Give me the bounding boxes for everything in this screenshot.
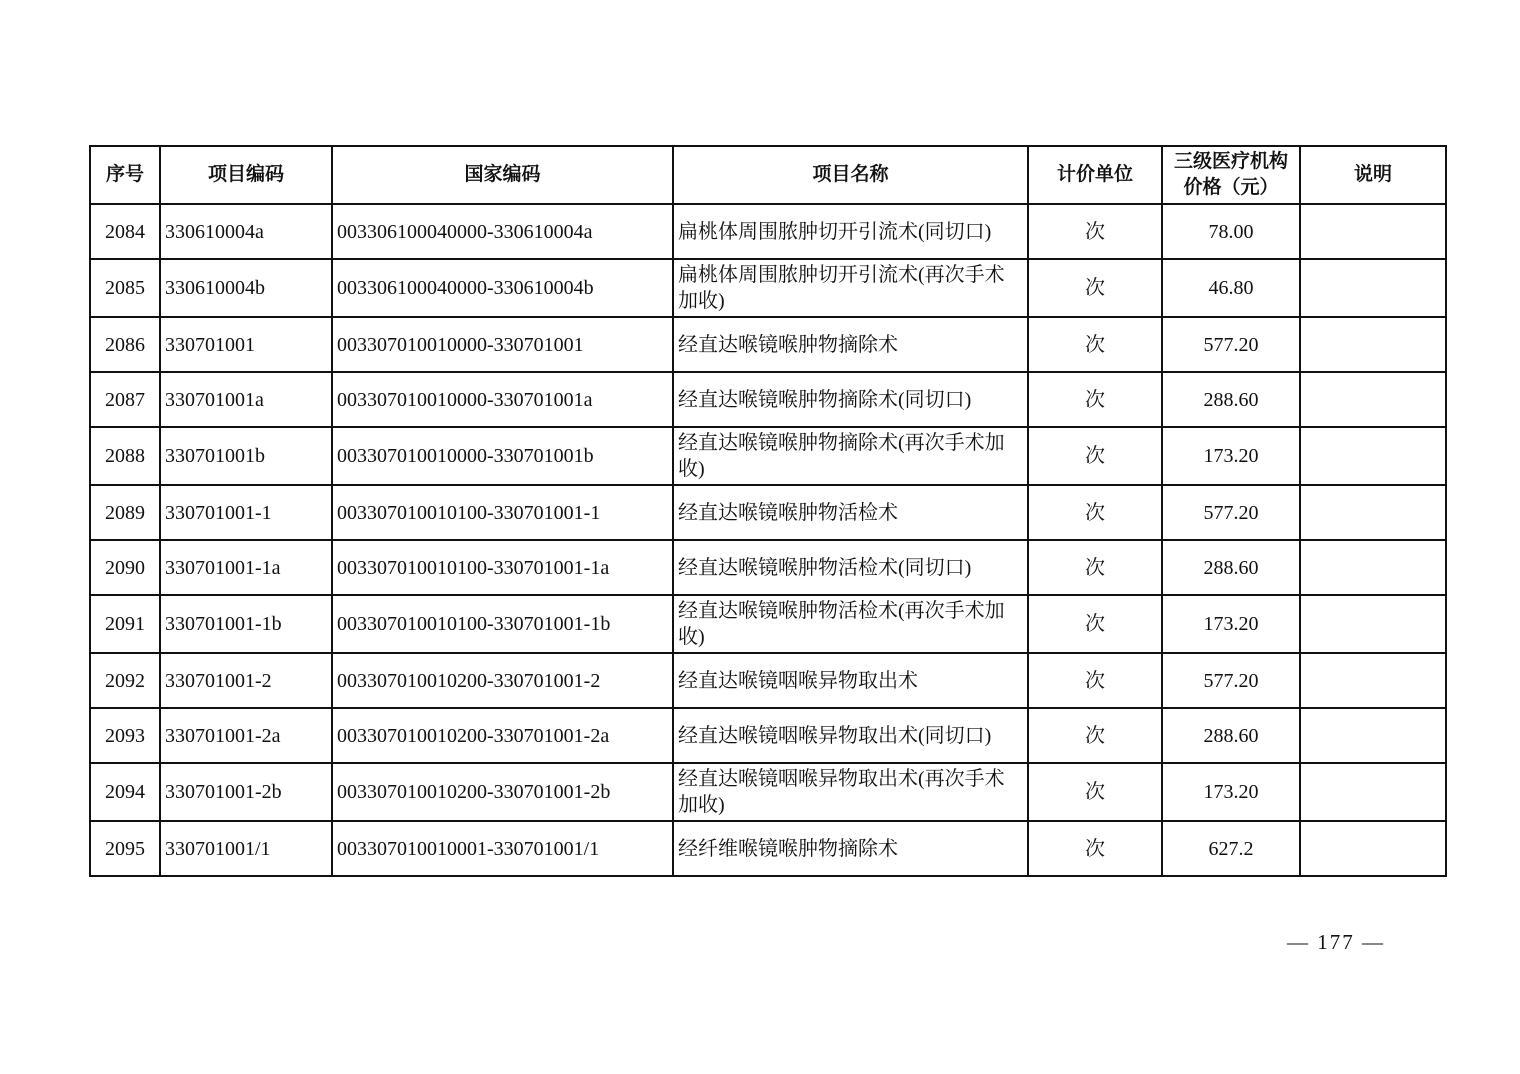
table-cell-price: 173.20 (1162, 427, 1300, 485)
table-cell-unit: 次 (1028, 540, 1162, 595)
table-cell-natcode: 003307010010100-330701001-1a (332, 540, 673, 595)
table-cell-natcode: 003306100040000-330610004a (332, 204, 673, 259)
table-cell-unit: 次 (1028, 821, 1162, 876)
table-cell-code: 330610004b (160, 259, 332, 317)
table-cell-seq: 2094 (90, 763, 160, 821)
table-cell-note (1300, 204, 1446, 259)
table-cell-unit: 次 (1028, 427, 1162, 485)
table-row (90, 259, 1446, 317)
table-cell-natcode: 003307010010200-330701001-2 (332, 653, 673, 708)
table-cell-unit: 次 (1028, 259, 1162, 317)
table-cell-code: 330701001b (160, 427, 332, 485)
table-cell-code: 330701001/1 (160, 821, 332, 876)
table-cell-seq: 2093 (90, 708, 160, 763)
page-number: — 177 — (1287, 930, 1385, 954)
table-cell-price: 288.60 (1162, 372, 1300, 427)
table-cell-name: 经直达喉镜喉肿物摘除术 (673, 317, 1028, 372)
table-cell-price: 577.20 (1162, 317, 1300, 372)
table-cell-price: 288.60 (1162, 708, 1300, 763)
table-row (90, 317, 1446, 372)
table-cell-unit: 次 (1028, 763, 1162, 821)
table-cell-name: 经直达喉镜喉肿物摘除术(再次手术加收) (673, 427, 1028, 485)
table-row (90, 595, 1446, 653)
table-row (90, 485, 1446, 540)
table-cell-unit: 次 (1028, 595, 1162, 653)
table-cell-name: 经直达喉镜咽喉异物取出术 (673, 653, 1028, 708)
table-cell-natcode: 003307010010100-330701001-1 (332, 485, 673, 540)
table-cell-name: 经纤维喉镜喉肿物摘除术 (673, 821, 1028, 876)
table-cell-code: 330701001 (160, 317, 332, 372)
table-cell-natcode: 003307010010000-330701001b (332, 427, 673, 485)
table-cell-note (1300, 708, 1446, 763)
table-cell-seq: 2087 (90, 372, 160, 427)
table-cell-code: 330701001-1b (160, 595, 332, 653)
table-cell-name: 经直达喉镜咽喉异物取出术(再次手术加收) (673, 763, 1028, 821)
table-cell-unit: 次 (1028, 708, 1162, 763)
table-cell-code: 330701001a (160, 372, 332, 427)
header-cell-seq: 序号 (90, 146, 160, 204)
table-row (90, 540, 1446, 595)
table-cell-seq: 2091 (90, 595, 160, 653)
table-row (90, 821, 1446, 876)
table-cell-note (1300, 653, 1446, 708)
table-cell-price: 577.20 (1162, 485, 1300, 540)
table-cell-name: 经直达喉镜咽喉异物取出术(同切口) (673, 708, 1028, 763)
table-cell-unit: 次 (1028, 204, 1162, 259)
table-cell-note (1300, 763, 1446, 821)
header-cell-unit: 计价单位 (1028, 146, 1162, 204)
table-cell-code: 330701001-2 (160, 653, 332, 708)
table-cell-price: 173.20 (1162, 763, 1300, 821)
table-row (90, 427, 1446, 485)
table-cell-code: 330610004a (160, 204, 332, 259)
table-cell-note (1300, 540, 1446, 595)
header-cell-natcode: 国家编码 (332, 146, 673, 204)
table-cell-code: 330701001-2a (160, 708, 332, 763)
table-cell-natcode: 003306100040000-330610004b (332, 259, 673, 317)
table-header-row (90, 146, 1446, 204)
table-cell-price: 627.2 (1162, 821, 1300, 876)
table-cell-unit: 次 (1028, 317, 1162, 372)
table-cell-seq: 2088 (90, 427, 160, 485)
table-cell-natcode: 003307010010001-330701001/1 (332, 821, 673, 876)
table-row (90, 653, 1446, 708)
table-cell-note (1300, 485, 1446, 540)
medical-price-table (89, 145, 1447, 877)
table-row (90, 204, 1446, 259)
table-cell-natcode: 003307010010100-330701001-1b (332, 595, 673, 653)
table-cell-seq: 2089 (90, 485, 160, 540)
table-cell-name: 经直达喉镜喉肿物活检术(同切口) (673, 540, 1028, 595)
header-cell-name: 项目名称 (673, 146, 1028, 204)
table-cell-code: 330701001-2b (160, 763, 332, 821)
table-row (90, 372, 1446, 427)
table-cell-price: 577.20 (1162, 653, 1300, 708)
table-cell-seq: 2084 (90, 204, 160, 259)
table-cell-code: 330701001-1 (160, 485, 332, 540)
table-cell-note (1300, 317, 1446, 372)
table-cell-natcode: 003307010010000-330701001 (332, 317, 673, 372)
table-cell-name: 经直达喉镜喉肿物活检术(再次手术加收) (673, 595, 1028, 653)
table-cell-seq: 2085 (90, 259, 160, 317)
table-cell-name: 扁桃体周围脓肿切开引流术(同切口) (673, 204, 1028, 259)
header-cell-note: 说明 (1300, 146, 1446, 204)
table-cell-unit: 次 (1028, 653, 1162, 708)
table-cell-code: 330701001-1a (160, 540, 332, 595)
table-cell-name: 经直达喉镜喉肿物活检术 (673, 485, 1028, 540)
table-cell-name: 扁桃体周围脓肿切开引流术(再次手术加收) (673, 259, 1028, 317)
table-row (90, 708, 1446, 763)
table-cell-natcode: 003307010010200-330701001-2a (332, 708, 673, 763)
table-cell-price: 288.60 (1162, 540, 1300, 595)
header-cell-code: 项目编码 (160, 146, 332, 204)
table-cell-seq: 2090 (90, 540, 160, 595)
table-cell-price: 78.00 (1162, 204, 1300, 259)
table-cell-price: 173.20 (1162, 595, 1300, 653)
table-cell-unit: 次 (1028, 372, 1162, 427)
table-cell-seq: 2086 (90, 317, 160, 372)
table-cell-price: 46.80 (1162, 259, 1300, 317)
table-cell-natcode: 003307010010000-330701001a (332, 372, 673, 427)
table-cell-note (1300, 821, 1446, 876)
table-cell-note (1300, 372, 1446, 427)
table-cell-note (1300, 259, 1446, 317)
table-cell-note (1300, 595, 1446, 653)
table-cell-note (1300, 427, 1446, 485)
table-cell-seq: 2092 (90, 653, 160, 708)
table-cell-seq: 2095 (90, 821, 160, 876)
table-cell-natcode: 003307010010200-330701001-2b (332, 763, 673, 821)
table-cell-unit: 次 (1028, 485, 1162, 540)
table-row (90, 763, 1446, 821)
table-cell-name: 经直达喉镜喉肿物摘除术(同切口) (673, 372, 1028, 427)
header-cell-price: 三级医疗机构价格（元） (1162, 146, 1300, 204)
